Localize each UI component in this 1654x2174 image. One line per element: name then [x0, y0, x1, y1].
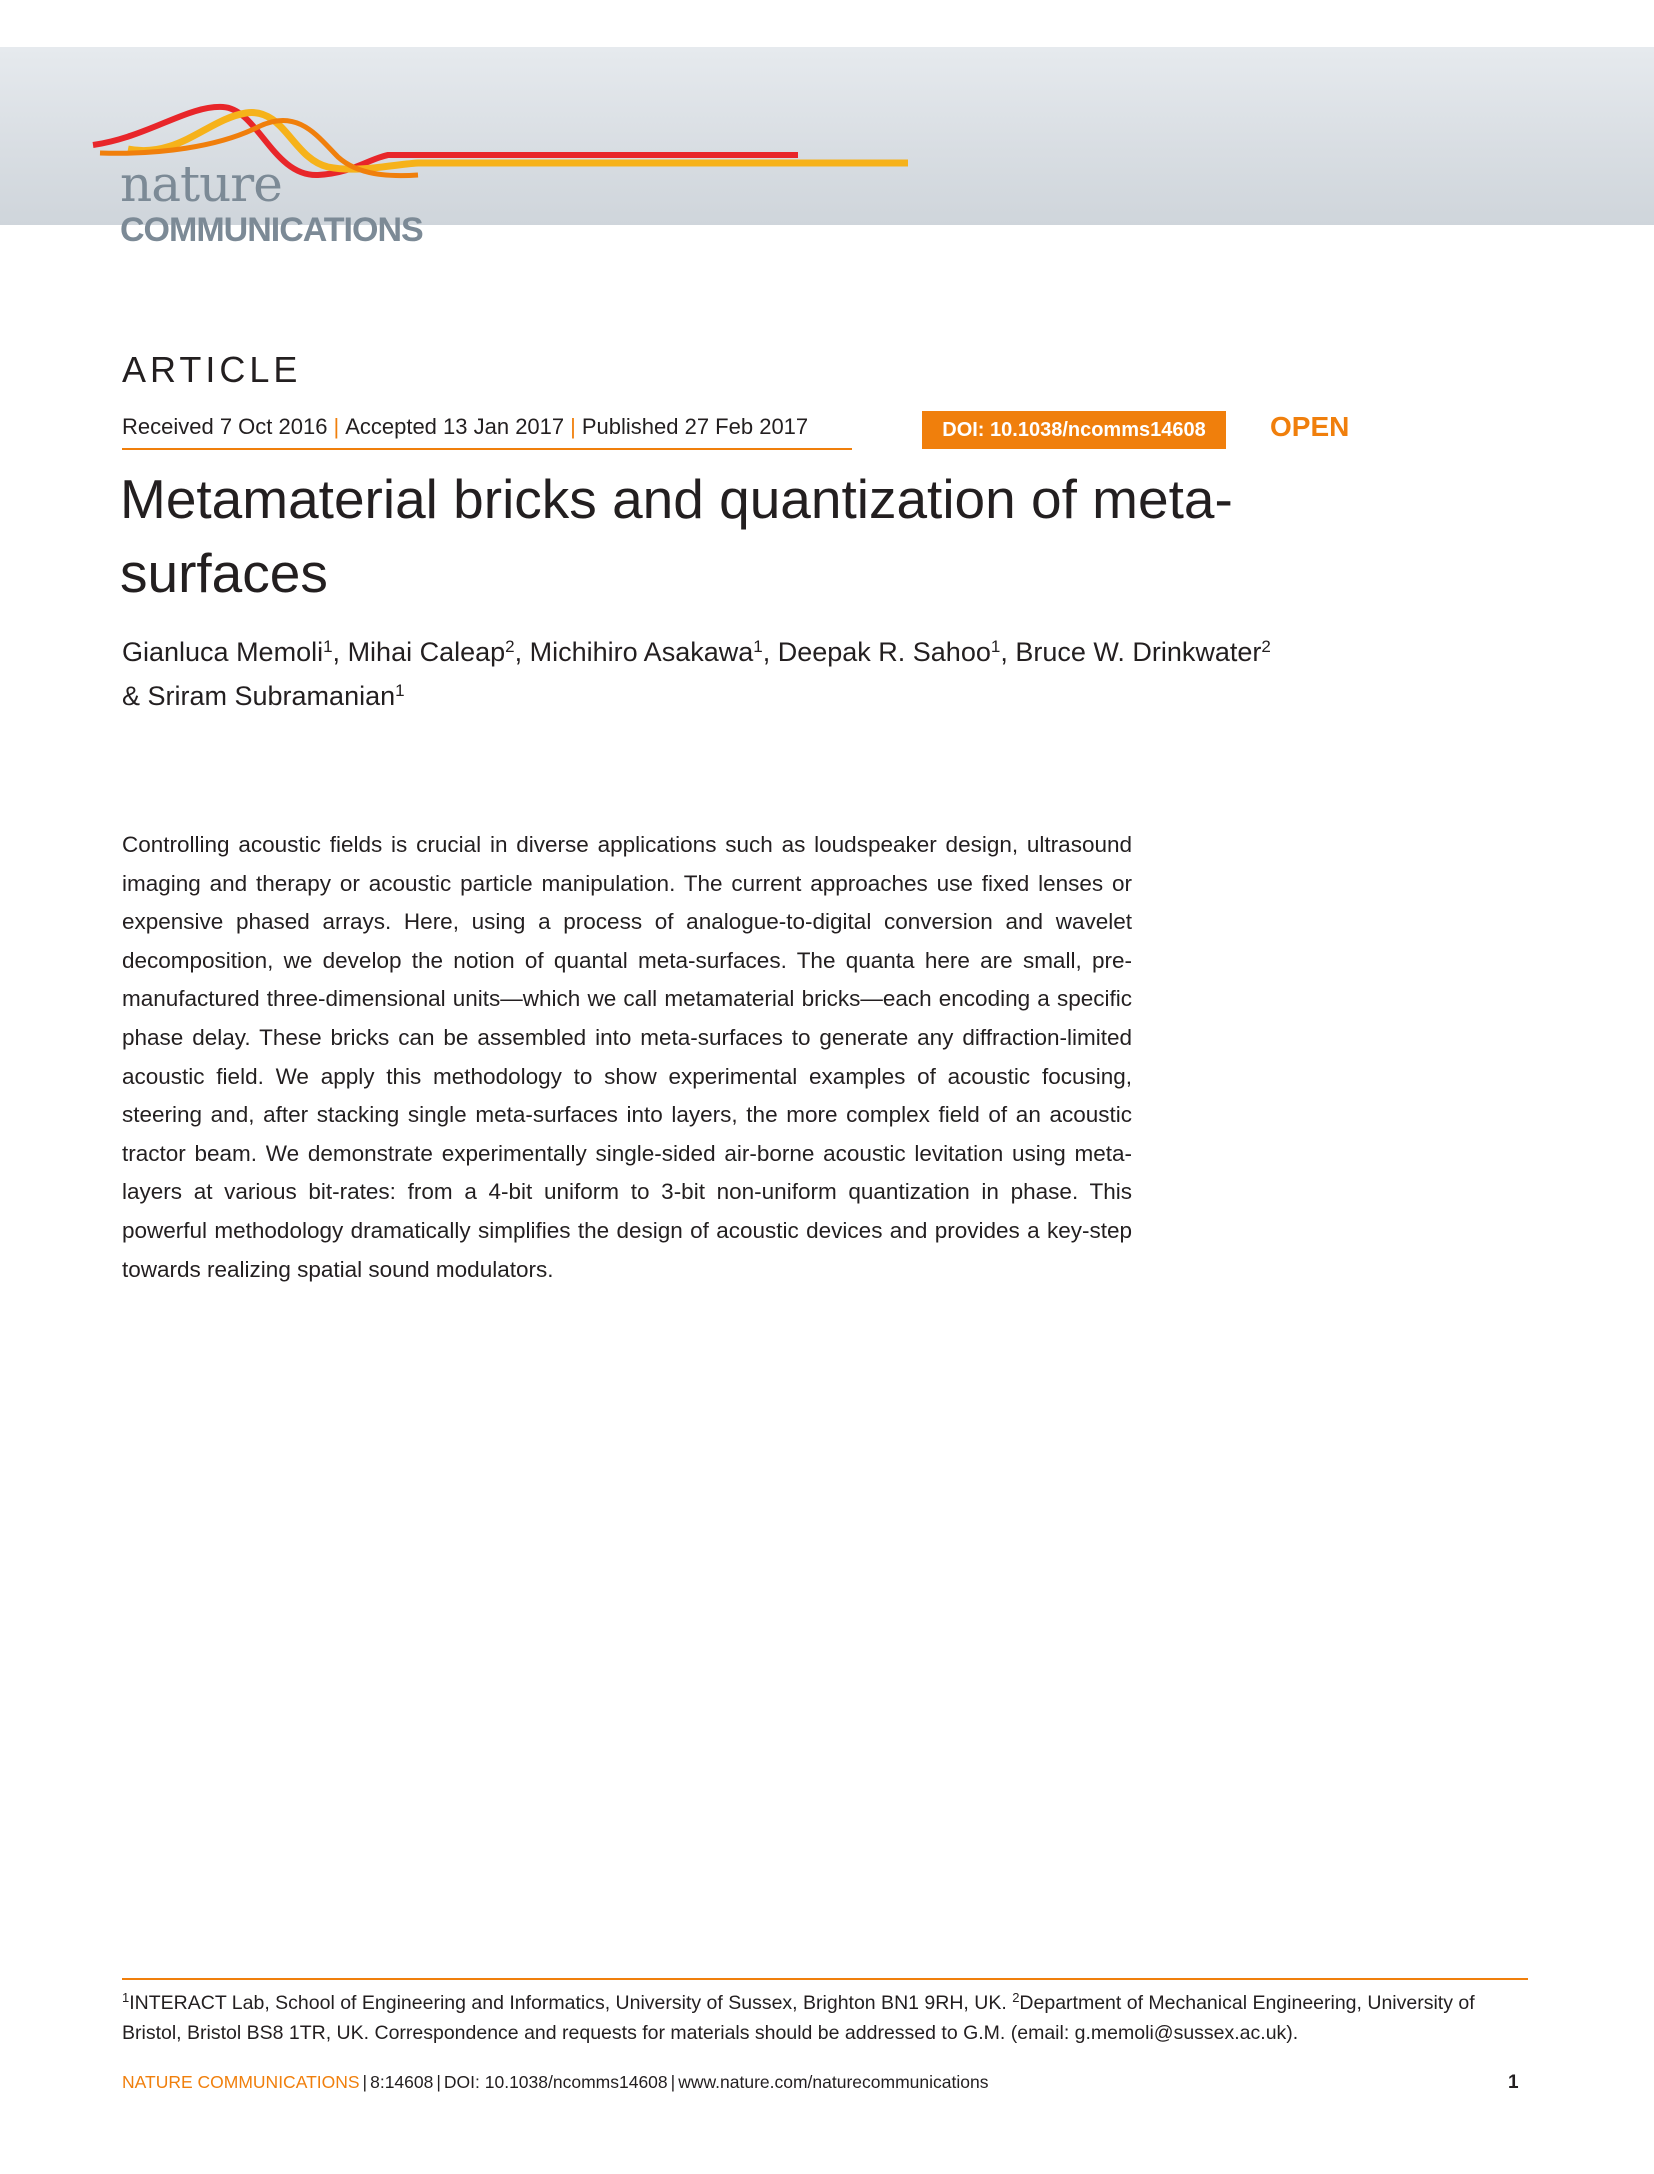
author-affiliation-mark: 1 [323, 637, 333, 656]
author-list [122, 630, 1382, 718]
author-affiliation-mark: 1 [753, 637, 763, 656]
author-affiliation-mark: 1 [990, 637, 1001, 656]
accepted-date: Accepted 13 Jan 2017 [345, 414, 565, 439]
article-type-label: ARTICLE [122, 349, 302, 390]
abstract: Controlling acoustic fields is crucial in diverse applications such as loudspeaker design, ultrasound imaging and therapy or acoustic particle manipulation. The current approaches use fixed lenses or expensive phased arrays. Here, using a process of analogue-to-digital conversion and wavelet decomposition, we develop the notion of quantal meta-surfaces. The quanta here are small, pre-manufactured three-dimensional units—which we call metamaterial bricks—each encoding a specific phase delay. These bricks can be assembled into meta-surfaces to generate any diffraction-limited acoustic field. We apply this methodology to show experimental examples of acoustic focusing, steering and, after stacking single meta-surfaces into layers, the more complex field of an acoustic tractor beam. We demonstrate experimentally single-sided air-borne acoustic levitation using meta-layers at various bit-rates: from a 4-bit uniform to 3-bit non-uniform quantization in phase. This powerful methodology dramatically simplifies the design of acoustic devices and provides a key-step towards realizing spatial sound modulators. [122, 832, 1132, 1282]
author-name: Bruce W. Drinkwater [1015, 637, 1262, 667]
footer-separator: | [670, 2072, 676, 2092]
footer-url[interactable]: www.nature.com/naturecommunications [678, 2072, 989, 2092]
affiliations [122, 1988, 1532, 2048]
author-name: Deepak R. Sahoo [777, 637, 991, 667]
page-number: 1 [1508, 2072, 1519, 2093]
journal-header-banner [0, 47, 1654, 249]
publication-dates [122, 414, 852, 450]
article-title: Metamaterial bricks and quantization of meta-surfaces [120, 468, 1233, 604]
author-separator: , [1000, 637, 1016, 667]
footer-separator: | [362, 2072, 368, 2092]
doi-badge[interactable]: DOI: 10.1038/ncomms14608 [922, 411, 1226, 449]
author-name: Gianluca Memoli [122, 637, 324, 667]
affiliation-number: 2 [1012, 1990, 1020, 2005]
footer-separator: | [436, 2072, 441, 2092]
received-date: Received 7 Oct 2016 [122, 414, 328, 439]
date-separator: | [570, 414, 576, 439]
affiliation-1: INTERACT Lab, School of Engineering and Informatics, University of Sussex, Brighton BN1 9RH, UK. [129, 1992, 1007, 2014]
page-footer [122, 2072, 1528, 2093]
author-name: Michihiro Asakawa [529, 637, 754, 667]
footer-journal-name: NATURE COMMUNICATIONS [122, 2072, 360, 2092]
author-name: Mihai Caleap [347, 637, 506, 667]
date-separator: | [333, 414, 340, 439]
author-name: & Sriram Subramanian [122, 681, 396, 711]
footer-volume: 8:14608 [370, 2072, 434, 2092]
footer-doi[interactable]: DOI: 10.1038/ncomms14608 [443, 2072, 668, 2092]
author-affiliation-mark: 1 [395, 681, 405, 700]
author-affiliation-mark: 2 [1261, 637, 1271, 656]
open-access-label: OPEN [1270, 411, 1350, 442]
logo-nature-text: nature [120, 155, 282, 213]
author-separator: , [514, 637, 530, 667]
logo-communications-text: COMMUNICATIONS [120, 211, 423, 249]
affiliation-2: Department of Mechanical Engineering, University of Bristol, Bristol BS8 1TR, UK. Correspondence and requests for materials should be addressed to G.M. (email: g.memoli@sussex.ac.uk). [122, 1992, 1475, 2044]
author-separator: , [332, 637, 348, 667]
author-separator: , [762, 637, 778, 667]
published-date: Published 27 Feb 2017 [581, 414, 809, 439]
author-affiliation-mark: 2 [505, 637, 515, 656]
affiliation-number: 1 [122, 1990, 130, 2005]
affiliations-divider [122, 1978, 1528, 1980]
